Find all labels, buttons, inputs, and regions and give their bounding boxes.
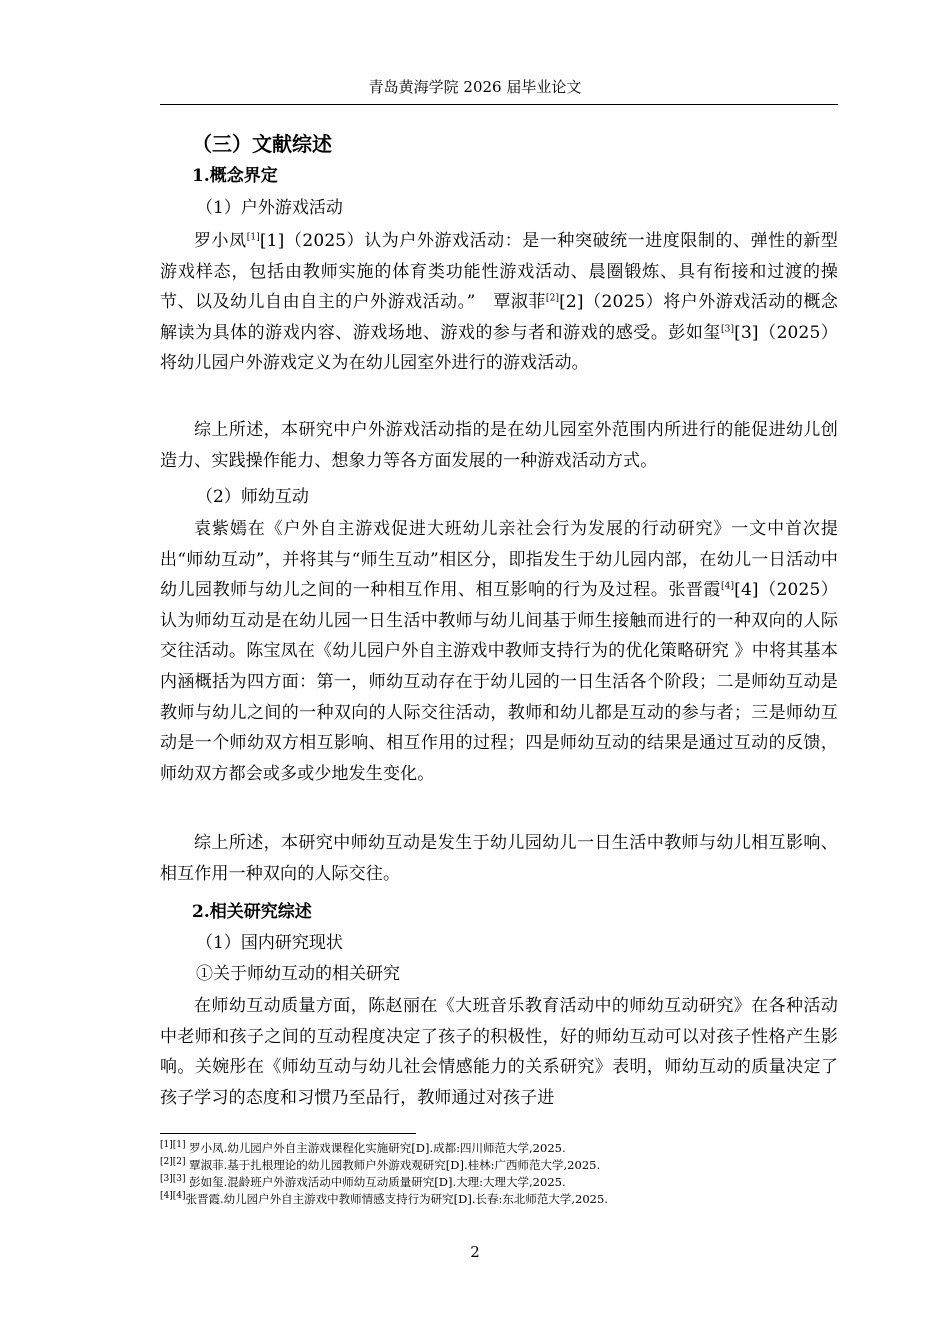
text-run: [2]（2025）将户外游戏活动的概念解读为具体的游戏内容、游戏场地、游戏的参与者和游戏的感受。彭如玺: [160, 292, 838, 343]
subheading-interaction-research: ①关于师幼互动的相关研究: [196, 964, 400, 984]
text-run: [3]（2025）将幼儿园户外游戏定义为在幼儿园室外进行的游戏活动。: [160, 322, 838, 374]
subheading-outdoor-games: （1）户外游戏活动: [196, 198, 343, 218]
paragraph-outdoor-games-definition: [160, 226, 838, 379]
text-run: 袁紫嫣在《户外自主游戏促进大班幼儿亲社会行为发展的行动研究》一文中首次提出“师幼互动”，并将其与“师生互动”相区分，即指发生于幼儿园内部，在幼儿一日活动中幼儿园教师与幼儿之间的一种相互作用、相互影响的行为及过程。张晋霞: [160, 519, 838, 601]
footnote-item: [160, 1157, 850, 1174]
text-run: [4]（2025）认为师幼互动是在幼儿园一日生活中教师与幼儿间基于师生接触而进行的一种双向的人际交往活动。陈宝凤在《幼儿园户外自主游戏中教师支持行为的优化策略研究 》中将其基本内涵概括为四方面：第一，师幼互动存在于幼儿园的一日生活各个阶段；二是师幼互动是教师与幼儿之间的一种双向的人际交往活动，教师和幼儿都是互动的参与者；三是师幼互动是一个师幼双方相互影响、相互作用的过程；四是师幼互动的结果是通过互动的反馈，师幼双方都会或多或少地发生变化。: [160, 580, 838, 784]
footnote-item: [160, 1191, 850, 1208]
header-divider: [160, 104, 838, 105]
paragraph-interaction-definition: [160, 514, 838, 789]
footnote-text: 罗小凤.幼儿园户外自主游戏课程化实施研究[D].成都:四川师范大学,2025.: [185, 1141, 566, 1155]
review-heading: 2.相关研究综述: [192, 902, 312, 922]
footnote-mark: [2][2]: [160, 1157, 186, 1168]
footnotes: [160, 1140, 850, 1208]
concepts-heading: 1.概念界定: [192, 166, 278, 186]
footnote-text: 张晋霞.幼儿园户外自主游戏中教师情感支持行为研究[D].长春:东北师范大学,2025.: [185, 1192, 608, 1206]
footnote-text: 彭如玺.混龄班户外游戏活动中师幼互动质量研究[D].大理:大理大学,2025.: [185, 1175, 566, 1189]
subheading-teacher-child-interaction: （2）师幼互动: [196, 487, 309, 507]
footnote-text: 覃淑菲.基于扎根理论的幼儿园教师户外游戏观研究[D].桂林:广西师范大学,2025.: [185, 1158, 601, 1172]
text-run: 罗小凤: [194, 231, 247, 251]
paragraph-interaction-quality: 在师幼互动质量方面，陈赵丽在《大班音乐教育活动中的师幼互动研究》在各种活动中老师和孩子之间的互动程度决定了孩子的积极性，好的师幼互动可以对孩子性格产生影响。关婉彤在《师幼互动与幼儿社会情感能力的关系研究》表明，师幼互动的质量决定了孩子学习的态度和习惯乃至品行，教师通过对孩子进: [160, 996, 838, 1108]
footnote-mark: [4][4]: [160, 1191, 186, 1202]
paragraph-interaction-summary: 综上所述，本研究中师幼互动是发生于幼儿园幼儿一日生活中教师与幼儿相互影响、相互作用一种双向的人际交往。: [160, 833, 838, 884]
footnote-item: [160, 1174, 850, 1191]
citation-mark: [4]: [720, 581, 735, 592]
footnote-mark: [3][3]: [160, 1174, 186, 1185]
citation-mark: [3]: [720, 324, 735, 335]
page-number: 2: [470, 1243, 480, 1261]
subheading-domestic-research: （1）国内研究现状: [196, 933, 343, 953]
paragraph-outdoor-games-summary: 综上所述，本研究中户外游戏活动指的是在幼儿园室外范围内所进行的能促进幼儿创造力、实践操作能力、想象力等各方面发展的一种游戏活动方式。: [160, 420, 838, 471]
section-title: （三）文献综述: [192, 132, 332, 156]
citation-mark: [1]: [246, 232, 260, 243]
page-header: 青岛黄海学院 2026 届毕业论文: [368, 78, 582, 96]
citation-mark: [2]: [545, 293, 560, 304]
text-run: [1]（2025）认为户外游戏活动：是一种突破统一进度限制的、弹性的新型游戏样态，包括由教师实施的体育类功能性游戏活动、晨圈锻炼、具有衔接和过渡的操节、以及幼儿自由自主的户外游戏活动。” 覃淑菲: [160, 231, 838, 313]
footnote-mark: [1][1]: [160, 1140, 186, 1151]
footnote-item: [160, 1140, 850, 1157]
footnote-divider: [160, 1133, 416, 1134]
